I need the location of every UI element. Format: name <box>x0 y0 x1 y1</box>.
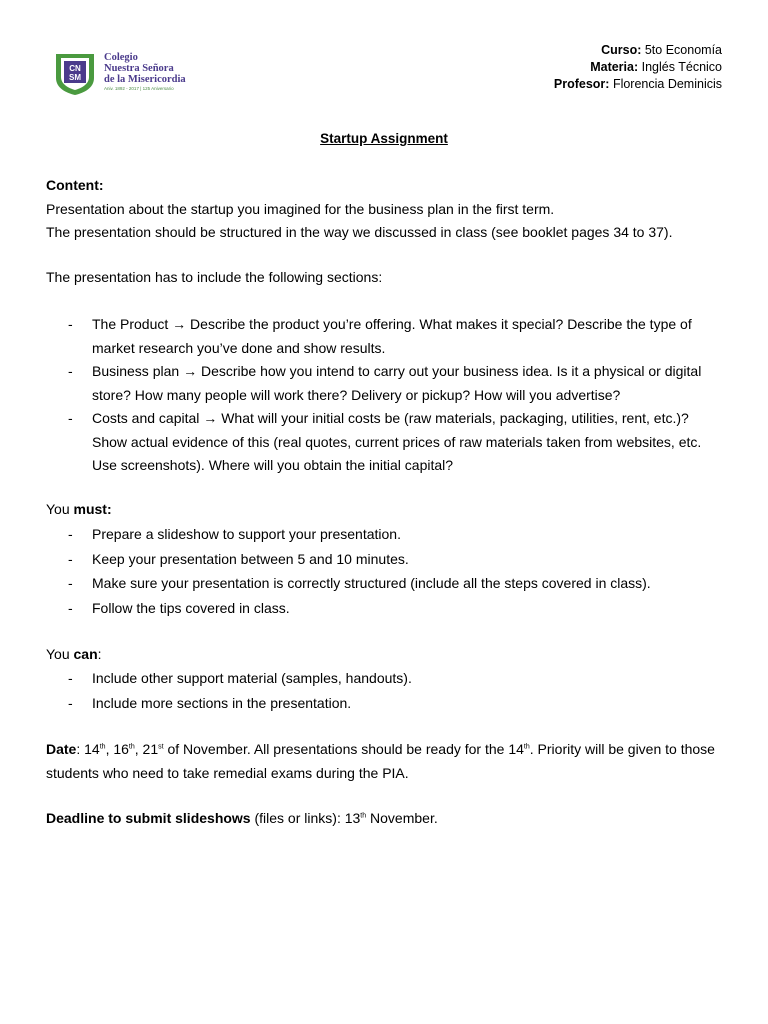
date-paragraph: Date: 14th, 16th, 21st of November. All presentations should be ready for the 14th. Priority will be given to those students who need to take remedial exams during the PIA. <box>46 741 715 781</box>
school-shield-icon <box>54 52 96 96</box>
svg-text:SM: SM <box>69 73 81 82</box>
can-list <box>46 666 726 715</box>
sections-list <box>46 313 726 478</box>
list-item: - Prepare a slideshow to support your presentation. <box>46 522 726 547</box>
must-heading: You must: <box>46 501 112 517</box>
course-info <box>554 42 722 93</box>
content-section <box>46 174 726 245</box>
sections-intro: The presentation has to include the following sections: <box>46 269 383 285</box>
school-subtitle: Aniv. 1892 - 2017 | 125 Aniversario <box>104 86 174 91</box>
list-item: - Keep your presentation between 5 and 10 minutes. <box>46 547 726 572</box>
list-item: - Business plan → Describe how you intend to carry out your business idea. Is it a physical or digital store? How many people will work there? Delivery or pickup? How will you advertise? <box>46 360 726 407</box>
arrow-icon: → <box>183 363 198 379</box>
document-title: Startup Assignment <box>320 131 448 146</box>
list-item: - The Product → Describe the product you’re offering. What makes it special? Describe the type of market research you’ve done and show results. <box>46 313 726 360</box>
content-line-1: Presentation about the startup you imagined for the business plan in the first term. <box>46 200 555 217</box>
deadline-paragraph: Deadline to submit slideshows (files or links): 13th November. <box>46 810 438 826</box>
course-line: Curso: 5to Economía <box>601 43 722 57</box>
school-name: Colegio Nuestra Señora de la Misericordia <box>104 52 186 85</box>
arrow-icon: → <box>203 410 218 426</box>
list-item: - Include other support material (samples, handouts). <box>46 666 726 691</box>
list-item: - Make sure your presentation is correctly structured (include all the steps covered in class). <box>46 571 726 596</box>
can-heading: You can: <box>46 646 102 662</box>
content-line-2: The presentation should be structured in the way we discussed in class (see booklet pages 34 to 37). <box>46 224 673 240</box>
subject-line: Materia: Inglés Técnico <box>590 60 722 74</box>
school-logo <box>54 52 204 96</box>
must-list <box>46 522 726 620</box>
teacher-line: Profesor: Florencia Deminicis <box>553 77 722 91</box>
list-item: - Include more sections in the presentation. <box>46 691 726 716</box>
arrow-icon: → <box>172 316 187 332</box>
list-item: - Costs and capital → What will your initial costs be (raw materials, packaging, utilities, rent, etc.)? Show actual evidence of this (real quotes, current prices of raw materials taken from websites, etc. Use screenshots). Where will you obtain the initial capital? <box>46 407 726 478</box>
content-heading: Content: <box>46 177 104 193</box>
svg-text:CN: CN <box>69 64 81 73</box>
list-item: - Follow the tips covered in class. <box>46 596 726 621</box>
